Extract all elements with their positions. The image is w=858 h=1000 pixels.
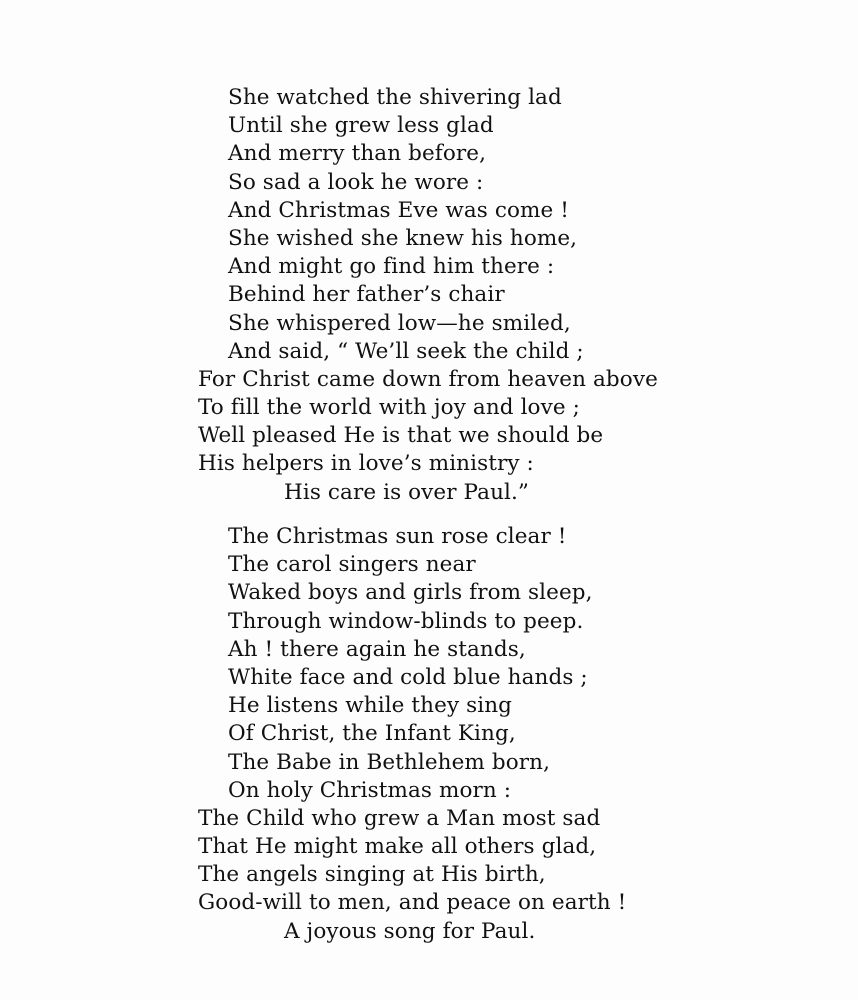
poem-line: The carol singers near xyxy=(228,552,476,578)
poem-line: White face and cold blue hands ; xyxy=(228,664,588,690)
poem-refrain-line: His care is over Paul.” xyxy=(284,479,530,505)
poem-line: He listens while they sing xyxy=(228,693,513,719)
poem-line: The angels singing at His birth, xyxy=(198,862,546,888)
poem-line: The Babe in Bethlehem born, xyxy=(228,749,551,775)
poem-line: Well pleased He is that we should be xyxy=(198,423,604,449)
poem-line: And said, “ We’ll seek the child ; xyxy=(228,338,584,364)
poem-line: And might go find him there : xyxy=(228,254,555,280)
poem-line: Through window-blinds to peep. xyxy=(228,608,584,634)
stanza-1 xyxy=(198,84,838,507)
poem-line: That He might make all others glad, xyxy=(198,834,597,860)
poem-line: And Christmas Eve was come ! xyxy=(228,197,570,223)
poem-line: She watched the shivering lad xyxy=(228,85,562,110)
poem-line: Of Christ, the Infant King, xyxy=(228,721,516,747)
poem-line: To fill the world with joy and love ; xyxy=(198,395,580,421)
poem-line: She wished she knew his home, xyxy=(228,225,578,251)
poem-line: His helpers in love’s ministry : xyxy=(198,451,534,477)
poem-line: For Christ came down from heaven above xyxy=(198,366,658,392)
poem-line: The Christmas sun rose clear ! xyxy=(228,524,567,549)
poem-refrain-line: A joyous song for Paul. xyxy=(284,918,536,944)
poem-line: The Child who grew a Man most sad xyxy=(198,805,601,831)
poem-line: Behind her father’s chair xyxy=(228,282,505,308)
poem-line: Good-will to men, and peace on earth ! xyxy=(198,890,627,916)
stanza-2 xyxy=(198,523,838,946)
poem-line: Waked boys and girls from sleep, xyxy=(228,580,593,606)
poem-line: And merry than before, xyxy=(228,141,487,167)
poem-line: So sad a look he wore : xyxy=(228,169,484,195)
poem-line: On holy Christmas morn : xyxy=(228,777,512,803)
poem-line: She whispered low—he smiled, xyxy=(228,310,571,336)
poem-line: Ah ! there again he stands, xyxy=(228,636,526,662)
poem-line: Until she grew less glad xyxy=(228,113,494,139)
